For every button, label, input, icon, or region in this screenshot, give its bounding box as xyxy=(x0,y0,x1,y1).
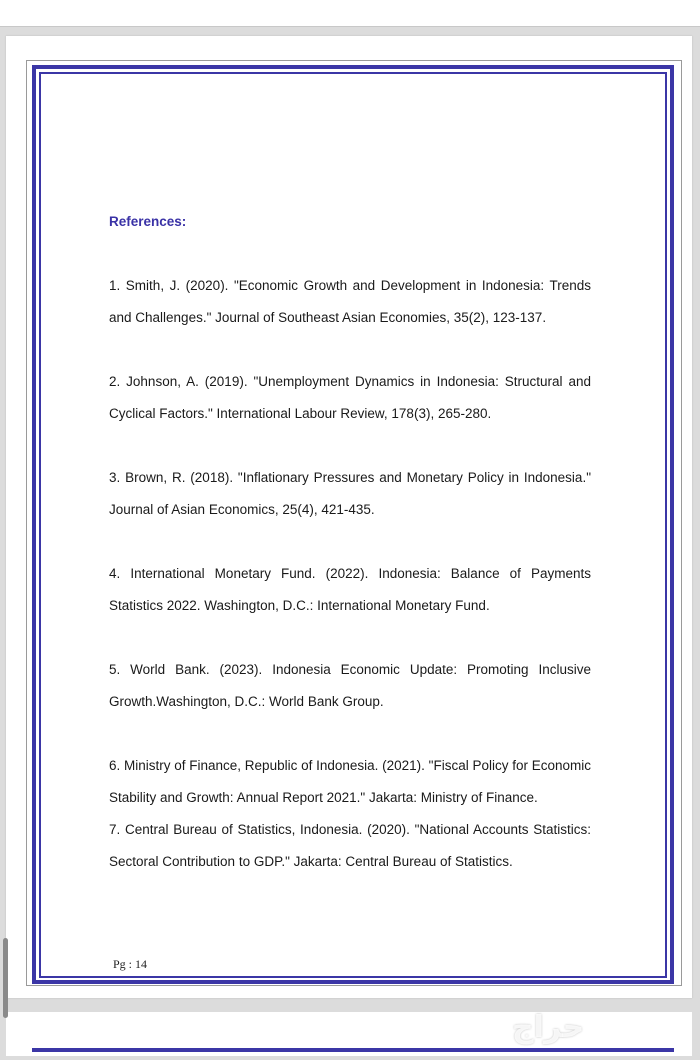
page-number: Pg : 14 xyxy=(113,957,148,971)
reference-item-6: 6. Ministry of Finance, Republic of Indonesia. (2021). "Fiscal Policy for Economic Stability and Growth: Annual Report 2021." Jakarta: Ministry of Finance. xyxy=(109,758,591,805)
previous-page-edge xyxy=(0,0,700,27)
watermark-logo: حراج xyxy=(512,1010,585,1045)
references-heading: References: xyxy=(109,214,187,229)
reference-item-4: 4. International Monetary Fund. (2022). Indonesia: Balance of Payments Statistics 2022. Washington, D.C.: International Monetary Fund. xyxy=(109,566,591,613)
reference-item-1: 1. Smith, J. (2020). "Economic Growth and Development in Indonesia: Trends and Challenges." Journal of Southeast Asian Economies, 35(2), 123-137. xyxy=(109,278,591,325)
references-section xyxy=(109,212,591,878)
reference-item-2: 2. Johnson, A. (2019). "Unemployment Dynamics in Indonesia: Structural and Cyclical Factors." International Labour Review, 178(3), 265-280. xyxy=(109,374,591,421)
next-page-edge xyxy=(6,1012,692,1056)
reference-item-3: 3. Brown, R. (2018). "Inflationary Pressures and Monetary Policy in Indonesia." Journal of Asian Economics, 25(4), 421-435. xyxy=(109,470,591,517)
scrollbar-thumb[interactable] xyxy=(3,938,8,1018)
document-page xyxy=(6,36,692,998)
reference-item-5: 5. World Bank. (2023). Indonesia Economic Update: Promoting Inclusive Growth.Washington, D.C.: World Bank Group. xyxy=(109,662,591,709)
next-page-border xyxy=(32,1048,674,1060)
reference-item-7: 7. Central Bureau of Statistics, Indonesia. (2020). "National Accounts Statistics: Sectoral Contribution to GDP." Jakarta: Central Bureau of Statistics. xyxy=(109,822,591,869)
